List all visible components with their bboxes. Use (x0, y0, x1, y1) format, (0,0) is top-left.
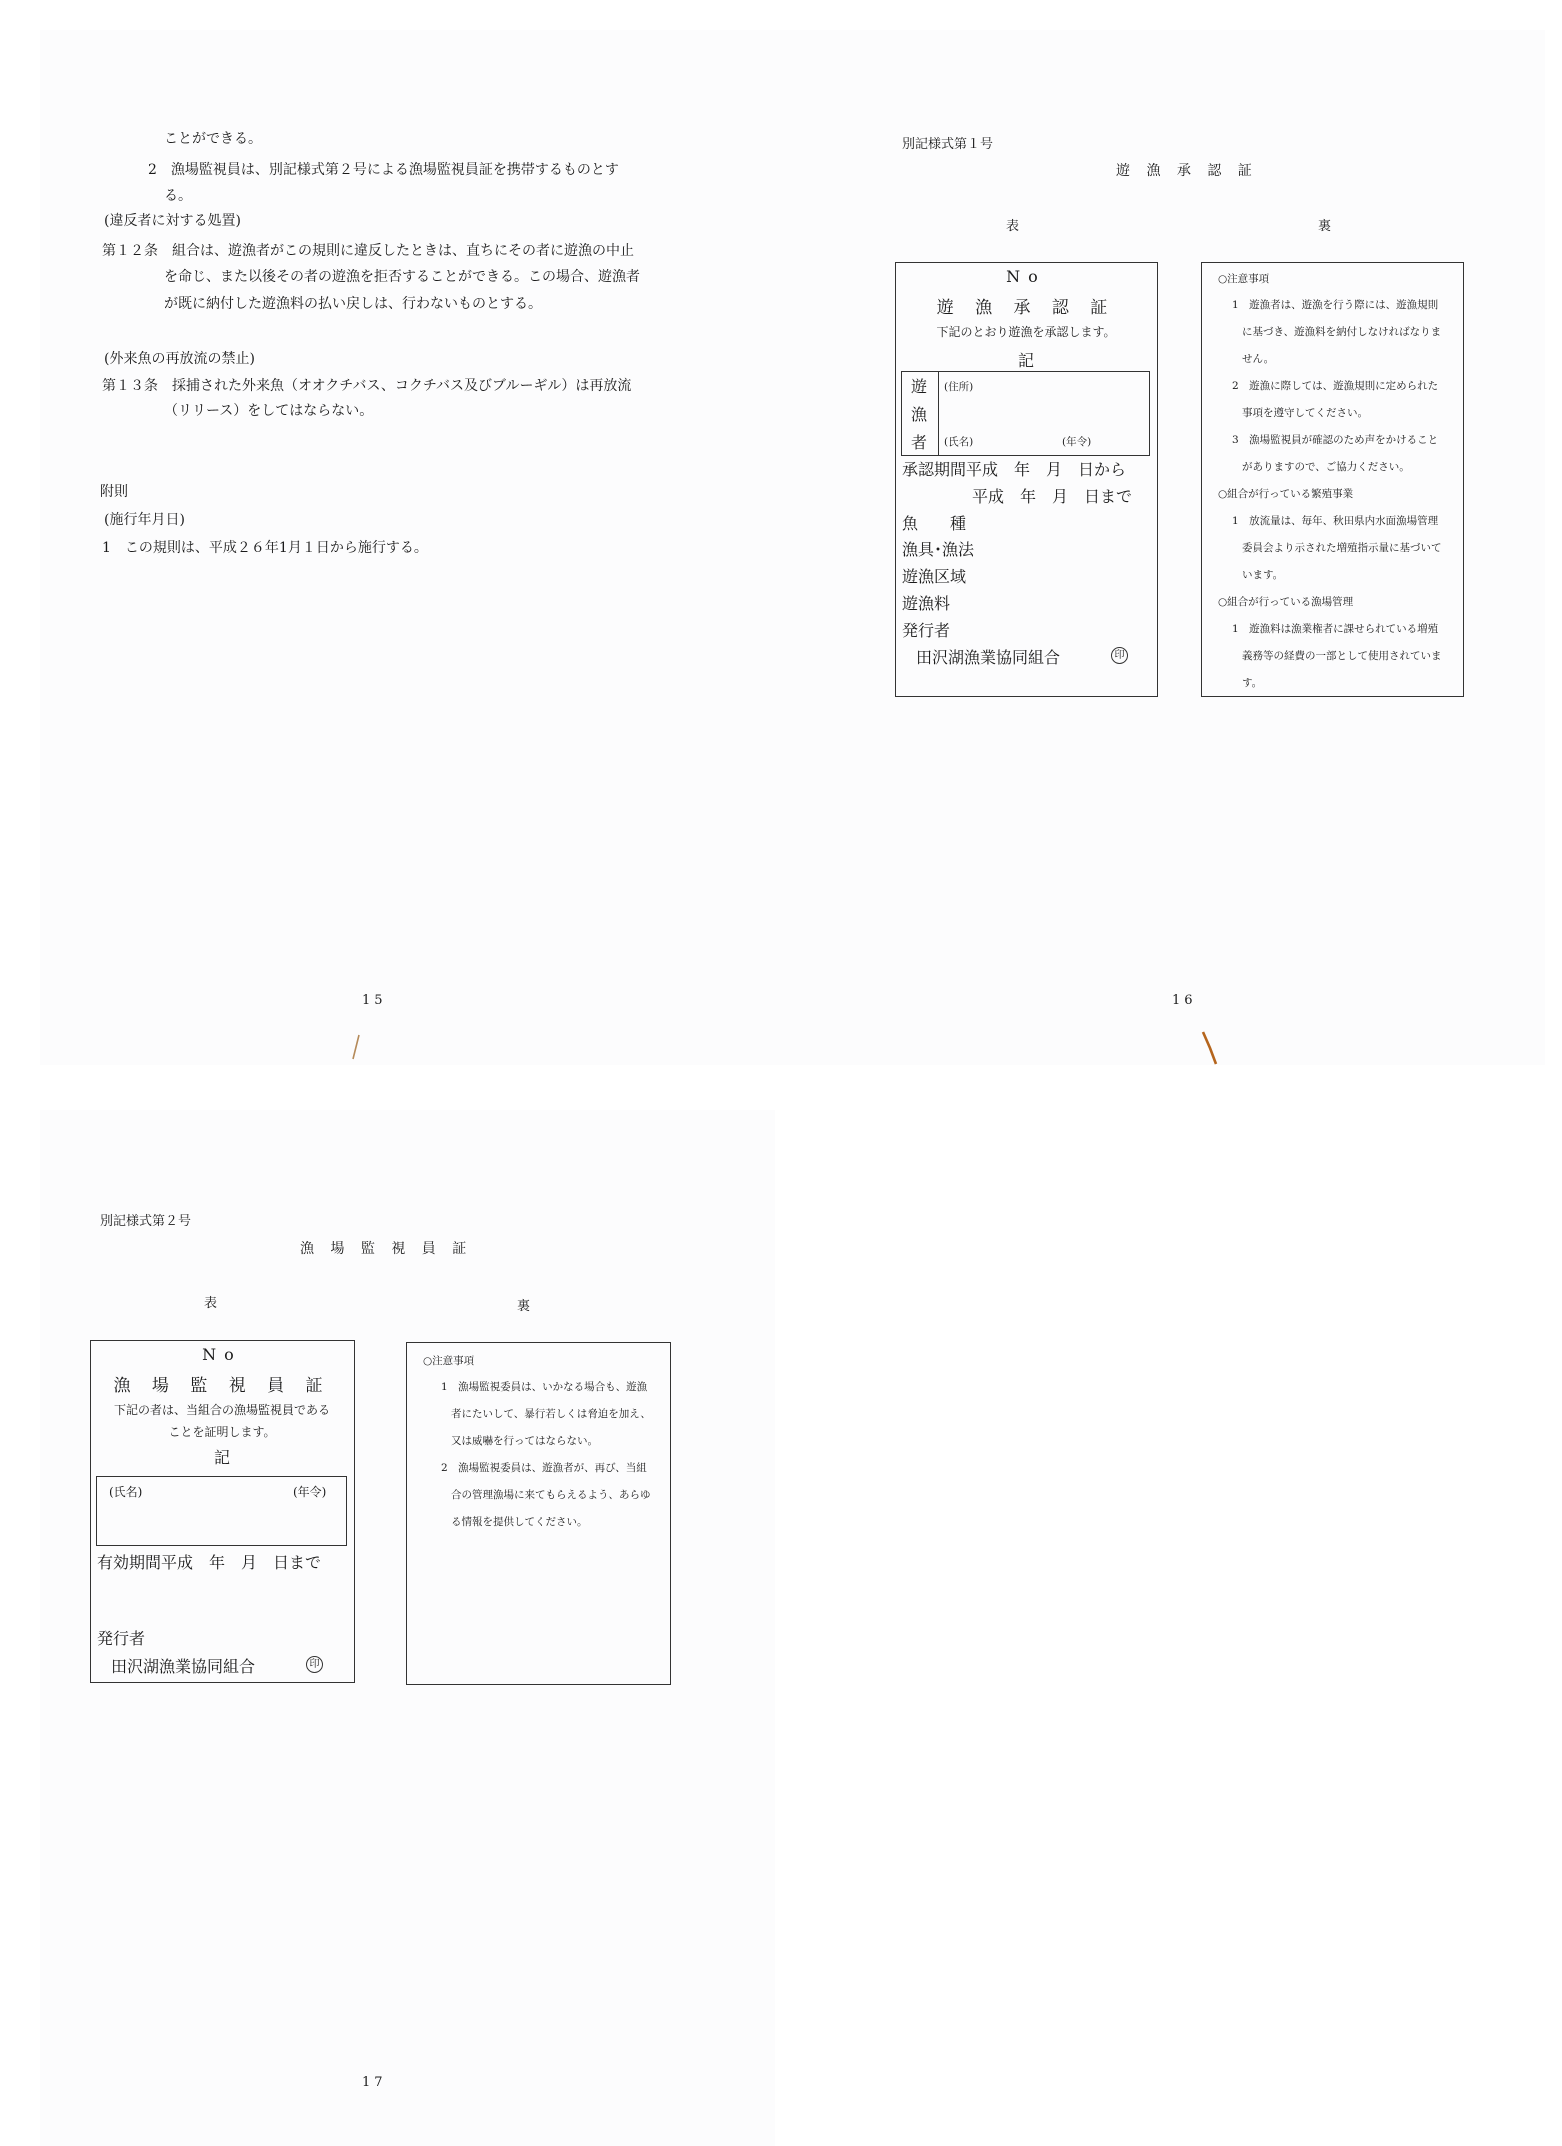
name-box (96, 1476, 347, 1546)
issuer-label: 発行者 (902, 621, 951, 640)
note-line: 1 放流量は、毎年、秋田県内水面漁場管理 (1232, 515, 1439, 527)
inspector-card-back (406, 1342, 671, 1685)
note-line: 又は威嚇を行ってはならない。 (451, 1435, 598, 1447)
fishing-fee: 遊漁料 (902, 594, 951, 613)
note-line: がありますので、ご協力ください。 (1242, 461, 1410, 473)
inspector-card-front (90, 1340, 355, 1683)
fishing-area: 遊漁区域 (902, 567, 967, 586)
scan-smudge (350, 1033, 362, 1063)
note-line: 合の管理漁場に来てもらえるよう、あらゆ (451, 1489, 651, 1501)
note-line: る情報を提供してください。 (451, 1516, 588, 1528)
form-label: 別記様式第１号 (902, 137, 994, 152)
approval-period-end: 平成 年 月 日まで (972, 487, 1133, 506)
page-number: 16 (1172, 993, 1197, 1008)
body-line: を命じ、また以後その者の遊漁を拒否することができる。この場合、遊漁者 (164, 269, 640, 285)
page-number: 15 (362, 993, 387, 1008)
note-line: に基づき、遊漁料を納付しなければなりま (1242, 326, 1442, 338)
page-number: 17 (362, 2075, 387, 2090)
section-heading: (違反者に対する処置) (104, 213, 241, 229)
note-line: 1 遊漁料は漁業権者に課せられている増殖 (1232, 623, 1439, 635)
body-line: 1 この規則は、平成２６年1月１日から施行する。 (102, 540, 428, 556)
note-line: 2 遊漁に際しては、遊漁規則に定められた (1232, 380, 1439, 392)
fish-species: 魚 種 (902, 514, 967, 533)
note-line: 2 漁場監視委員は、遊漁者が、再び、当組 (441, 1462, 647, 1474)
note-line: 義務等の経費の一部として使用されていま (1242, 650, 1442, 662)
body-line: 2 漁場監視員は、別記様式第２号による漁場監視員証を携帯するものとす (148, 162, 619, 178)
age-field: (年令) (1062, 436, 1092, 448)
note-line: 者にたいして、暴行若しくは脅迫を加え、 (451, 1408, 651, 1420)
form-title: 遊 漁 承 認 証 (1116, 163, 1258, 179)
scan-smudge (1198, 1030, 1222, 1068)
angler-divider (938, 372, 939, 455)
body-line: ことができる。 (164, 131, 262, 147)
seal-icon: 印 (306, 1656, 323, 1673)
card-title: 漁 場 監 視 員 証 (113, 1376, 331, 1396)
issuer-org: 田沢湖漁業協同組合 (111, 1657, 256, 1676)
section-heading: (外来魚の再放流の禁止) (104, 351, 255, 367)
supplementary-heading: 附則 (100, 484, 128, 500)
form-title: 漁 場 監 視 員 証 (300, 1241, 473, 1257)
ki-label: 記 (213, 1448, 230, 1467)
angler-label: 遊 (911, 377, 928, 396)
permit-card-back (1201, 262, 1464, 697)
note-line: います。 (1242, 569, 1284, 581)
address-field: (住所) (944, 381, 974, 393)
permit-card-front (895, 262, 1158, 697)
note-line: せん。 (1242, 353, 1275, 365)
notes-heading: ○注意事項 (1218, 273, 1270, 285)
issuer-org: 田沢湖漁業協同組合 (916, 648, 1061, 667)
card-description: 下記の者は、当組合の漁場監視員である (113, 1403, 330, 1417)
note-line: 1 漁場監視委員は、いかなる場合も、遊漁 (441, 1381, 648, 1393)
issuer-label: 発行者 (97, 1629, 146, 1648)
age-field: (年令) (293, 1485, 327, 1499)
note-line: 委員会より示された増殖指示量に基づいて (1242, 542, 1442, 554)
form-label: 別記様式第２号 (100, 1214, 192, 1229)
note-line: 事項を遵守してください。 (1242, 407, 1368, 419)
name-field: (氏名) (944, 436, 974, 448)
angler-box (901, 371, 1150, 456)
card-no: No (202, 1345, 242, 1364)
front-label: 表 (204, 1296, 218, 1311)
gear-method: 漁具･漁法 (902, 540, 975, 559)
angler-label: 漁 (911, 405, 928, 424)
breeding-heading: ○組合が行っている繁殖事業 (1218, 488, 1354, 500)
ki-label: 記 (1017, 351, 1034, 370)
front-label: 表 (1006, 219, 1020, 234)
management-heading: ○組合が行っている漁場管理 (1218, 596, 1354, 608)
back-label: 裏 (517, 1299, 531, 1314)
note-line: 1 遊漁者は、遊漁を行う際には、遊漁規則 (1232, 299, 1439, 311)
back-label: 裏 (1318, 219, 1332, 234)
name-field: (氏名) (109, 1485, 143, 1499)
body-line: （リリース）をしてはならない。 (164, 403, 374, 419)
angler-label: 者 (911, 433, 928, 452)
section-heading: (施行年月日) (104, 512, 185, 528)
validity-period: 有効期間平成 年 月 日まで (97, 1553, 322, 1572)
card-title: 遊 漁 承 認 証 (936, 298, 1116, 318)
article-12: 第１２条 組合は、遊漁者がこの規則に違反したときは、直ちにその者に遊漁の中止 (102, 243, 634, 259)
body-line: る。 (164, 188, 192, 204)
seal-icon: 印 (1111, 647, 1128, 664)
approval-period: 承認期間平成 年 月 日から (902, 460, 1127, 479)
body-line: が既に納付した遊漁料の払い戻しは、行わないものとする。 (164, 296, 542, 312)
card-description: ことを証明します。 (168, 1425, 276, 1439)
card-no: No (1006, 267, 1046, 286)
note-line: す。 (1242, 677, 1263, 689)
notes-heading: ○注意事項 (423, 1355, 475, 1367)
card-subtitle: 下記のとおり遊漁を承認します。 (936, 325, 1116, 339)
article-13: 第１３条 採捕された外来魚（オオクチバス、コクチバス及びブルーギル）は再放流 (102, 378, 632, 394)
note-line: 3 漁場監視員が確認のため声をかけること (1232, 434, 1439, 446)
